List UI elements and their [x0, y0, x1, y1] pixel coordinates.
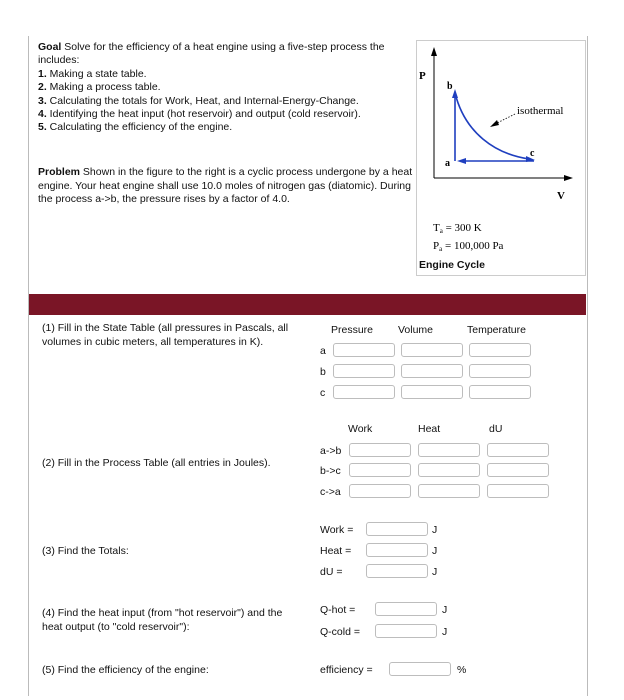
press-sub: a	[439, 245, 443, 253]
temp-symbol: T	[433, 222, 440, 234]
process-ab-work-input[interactable]	[349, 443, 411, 457]
press-given	[433, 240, 504, 253]
step-2-text: Making a process table.	[46, 81, 161, 94]
process-ca-work-input[interactable]	[349, 484, 411, 498]
point-b-label: b	[447, 81, 453, 92]
state-b-pressure-input[interactable]	[333, 364, 395, 378]
step-4-text: Identifying the heat input (hot reservoir) and output (cold reservoir).	[46, 108, 361, 121]
total-work-label: Work =	[320, 524, 354, 536]
q4-text: (4) Find the heat input (from "hot reservoir") and the heat output (to "cold reservoir"):	[42, 607, 283, 633]
step-3-num: 3.	[38, 94, 47, 107]
problem-section	[38, 166, 413, 207]
q-cold-input[interactable]	[375, 624, 437, 638]
q5-text: (5) Find the efficiency of the engine:	[42, 664, 209, 676]
point-a-label: a	[445, 158, 450, 169]
q2-header-heat: Heat	[418, 423, 441, 435]
state-c-volume-input[interactable]	[401, 385, 463, 399]
pv-diagram	[417, 41, 585, 275]
total-du-label: dU =	[320, 566, 343, 578]
q-hot-input[interactable]	[375, 602, 437, 616]
state-a-temperature-input[interactable]	[469, 343, 531, 357]
isothermal-label: isothermal	[517, 105, 564, 117]
state-a-pressure-input[interactable]	[333, 343, 395, 357]
v-axis-arrow	[564, 175, 573, 181]
process-ab-du-input[interactable]	[487, 443, 549, 457]
total-heat-input[interactable]	[366, 543, 428, 557]
press-value: = 100,000 Pa	[442, 240, 504, 252]
total-du-input[interactable]	[366, 564, 428, 578]
process-row-bc-label: b->c	[320, 465, 341, 477]
state-row-c-label: c	[320, 387, 326, 399]
figure-caption: Engine Cycle	[419, 259, 485, 271]
process-ab-heat-input[interactable]	[418, 443, 480, 457]
q1-header-pressure: Pressure	[331, 324, 374, 336]
temp-value: = 300 K	[442, 222, 482, 234]
goal-heading: Goal	[38, 41, 62, 53]
total-heat-label: Heat =	[320, 545, 352, 557]
step-1-num: 1.	[38, 67, 47, 80]
q1-header-volume: Volume	[398, 324, 434, 336]
efficiency-label: efficiency =	[320, 664, 373, 676]
state-c-pressure-input[interactable]	[333, 385, 395, 399]
step-5-num: 5.	[38, 121, 47, 134]
step-5-text: Calculating the efficiency of the engine.	[46, 121, 233, 134]
state-row-a-label: a	[320, 345, 326, 357]
goal-intro: Solve for the efficiency of a heat engine using a five-step process the includes:	[38, 41, 385, 67]
temp-given	[433, 222, 482, 235]
state-b-volume-input[interactable]	[401, 364, 463, 378]
efficiency-unit: %	[457, 664, 467, 676]
process-bc-work-input[interactable]	[349, 463, 411, 477]
q2-header-work: Work	[348, 423, 373, 435]
process-ca-du-input[interactable]	[487, 484, 549, 498]
state-c-temperature-input[interactable]	[469, 385, 531, 399]
step-4-num: 4.	[38, 108, 47, 121]
problem-heading: Problem	[38, 166, 81, 178]
p-axis-arrow	[431, 47, 437, 56]
point-c-label: c	[530, 148, 535, 159]
q1-text: (1) Fill in the State Table (all pressures in Pascals, all volumes in cubic meters, all temperatures in K).	[42, 322, 289, 348]
isothermal-pointer-arrow	[490, 120, 499, 127]
total-work-input[interactable]	[366, 522, 428, 536]
efficiency-input[interactable]	[389, 662, 451, 676]
engine-cycle-figure	[416, 40, 586, 276]
process-bc-heat-input[interactable]	[418, 463, 480, 477]
process-ca-heat-input[interactable]	[418, 484, 480, 498]
total-du-unit: J	[432, 566, 438, 578]
total-heat-unit: J	[432, 545, 438, 557]
q-cold-label: Q-cold =	[320, 626, 360, 638]
process-row-ab-label: a->b	[320, 445, 342, 457]
press-symbol: P	[433, 240, 440, 252]
step-2-num: 2.	[38, 81, 47, 94]
p-axis-label: P	[419, 70, 426, 82]
total-work-unit: J	[432, 524, 438, 536]
q2-text: (2) Fill in the Process Table (all entries in Joules).	[42, 457, 271, 469]
process-ca-arrow	[457, 158, 466, 164]
q2-header-du: dU	[489, 423, 503, 435]
q-hot-unit: J	[442, 604, 448, 616]
q3-text: (3) Find the Totals:	[42, 545, 129, 557]
state-b-temperature-input[interactable]	[469, 364, 531, 378]
q-hot-label: Q-hot =	[320, 604, 356, 616]
section-divider-band	[29, 294, 586, 315]
q1-header-temperature: Temperature	[467, 324, 526, 336]
state-a-volume-input[interactable]	[401, 343, 463, 357]
step-1-text: Making a state table.	[46, 67, 147, 80]
state-row-b-label: b	[320, 366, 326, 378]
temp-sub: a	[439, 227, 443, 235]
q-cold-unit: J	[442, 626, 448, 638]
step-3-text: Calculating the totals for Work, Heat, and Internal-Energy-Change.	[46, 94, 359, 107]
goal-section	[38, 41, 418, 135]
v-axis-label: V	[557, 190, 565, 202]
process-bc-du-input[interactable]	[487, 463, 549, 477]
problem-text: Shown in the figure to the right is a cyclic process undergone by a heat engine. Your heat engine shall use 10.0 moles of nitrogen gas (diatomic). During the process a->b, the pressure rises by a factor of 4.0.	[38, 166, 413, 206]
process-row-ca-label: c->a	[320, 486, 341, 498]
